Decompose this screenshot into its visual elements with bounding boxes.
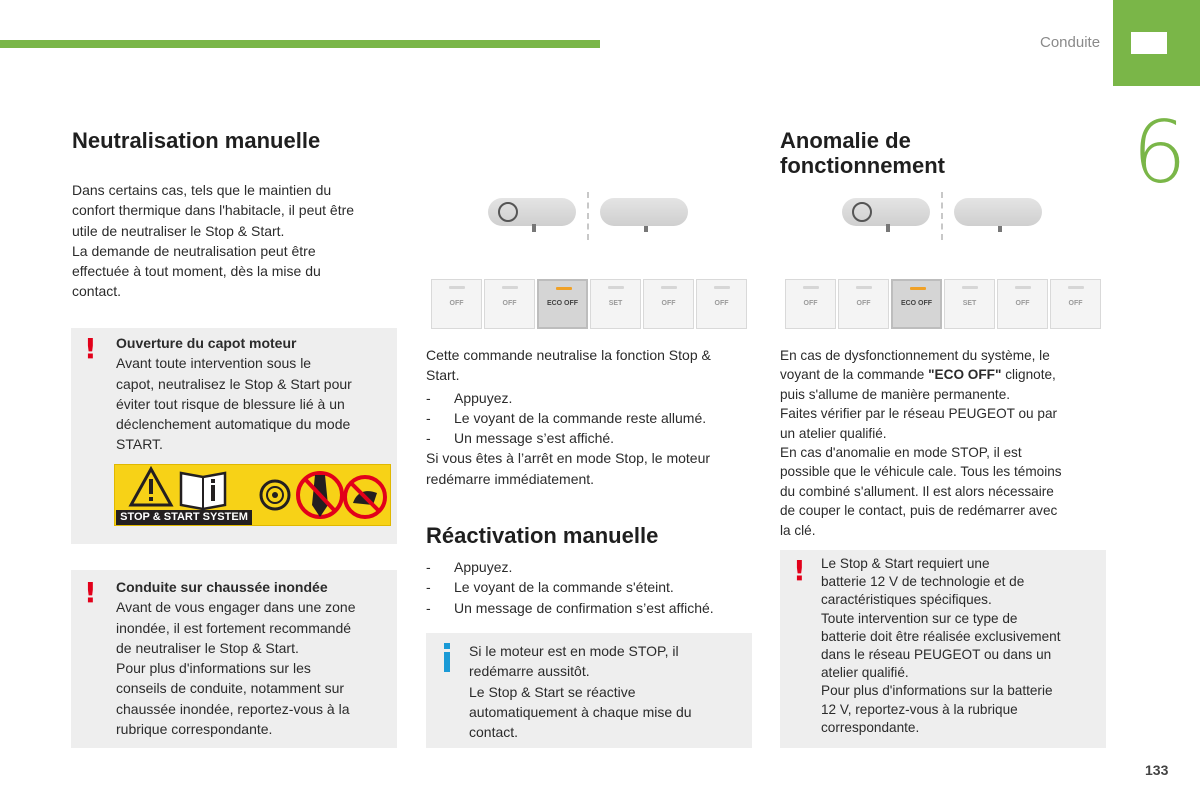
button-panel-right [785, 279, 1101, 329]
eco-off-label: "ECO OFF" [928, 367, 1002, 383]
text-line: Faites vérifier par le réseau PEUGEOT ou par [780, 406, 1058, 422]
text-line: START. [116, 436, 163, 453]
info-icon [444, 643, 450, 649]
text-span: voyant de la commande [780, 367, 929, 383]
text-line: éviter tout risque de blessure lié à un [116, 395, 345, 412]
text-line: chaussée inondée, reportez-vous à la [116, 700, 350, 717]
text-line: batterie 12 V de technologie et de [821, 574, 1025, 590]
text-line: rubrique correspondante. [116, 721, 273, 738]
info-box-reactivation [426, 633, 752, 748]
text-line: Si vous êtes à l’arrêt en mode Stop, le moteur [426, 450, 711, 467]
warning-title: Conduite sur chaussée inondée [116, 579, 328, 595]
text-line: Le Stop & Start se réactive [469, 683, 636, 700]
text-line: déclenchement automatique du mode [116, 416, 351, 433]
text-line: Start. [426, 367, 460, 384]
text-line: du combiné s'allument. Il est alors nécessaire [780, 483, 1054, 499]
warning-box-batterie [780, 550, 1106, 748]
hazard-triangle-icon [131, 469, 171, 505]
text-line: de neutraliser le Stop & Start. [116, 639, 299, 656]
text-line [780, 365, 1110, 384]
no-tie-icon [298, 473, 342, 517]
chapter-number: 6 [1132, 103, 1187, 203]
heading-line: fonctionnement [780, 153, 945, 178]
warning-icon: ! [84, 332, 97, 365]
esp-off-icon: OFF [838, 279, 889, 329]
tyre-pressure-set-icon: SET [590, 279, 641, 329]
heading-neutralisation-manuelle: Neutralisation manuelle [72, 128, 321, 153]
steering-wheel-right-illustration [954, 198, 1042, 226]
page-number: 133 [1145, 762, 1169, 778]
text-line: confort thermique dans l'habitacle, il peut être [72, 202, 355, 219]
warning-box-chaussee [71, 570, 397, 748]
text-line: Dans certains cas, tels que le maintien du [72, 182, 332, 198]
step-item: - Le voyant de la commande reste allumé. [426, 408, 752, 428]
read-manual-icon [181, 473, 225, 509]
text-line: Pour plus d'informations sur les [116, 660, 311, 677]
text-line: 12 V, reportez-vous à la rubrique [821, 701, 1018, 717]
text-line: effectuée à tout moment, dès la mise du [72, 263, 321, 280]
text-line: inondée, il est fortement recommandé [116, 619, 352, 636]
no-hand-icon [345, 477, 385, 517]
text-line: puis s'allume de manière permanente. [780, 386, 1011, 402]
button-panel-middle [431, 279, 747, 329]
diagram-separator [941, 192, 943, 240]
lane-departure-off-icon: OFF [696, 279, 747, 329]
fan-belt-icon [261, 481, 289, 509]
step-item: - Un message s’est affiché. [426, 428, 752, 448]
text-line: Cette commande neutralise la fonction Stop & [426, 347, 711, 363]
lane-departure-off-icon: OFF [1050, 279, 1101, 329]
text-line: correspondante. [821, 719, 920, 735]
reactivation-steps [426, 557, 752, 618]
warning-title: Ouverture du capot moteur [116, 335, 297, 351]
info-icon-stem [444, 652, 450, 672]
text-line: Le Stop & Start requiert une [821, 556, 990, 571]
anomalie-text [780, 346, 1110, 540]
text-line: possible que le véhicule cale. Tous les témoins [780, 464, 1062, 480]
stop-start-safety-sticker [114, 464, 391, 526]
warning-icon: ! [84, 576, 97, 609]
step-item: - Le voyant de la commande s'éteint. [426, 577, 752, 597]
sticker-label: STOP & START SYSTEM [116, 510, 252, 525]
text-line: Pour plus d'informations sur la batterie [821, 683, 1053, 699]
blind-spot-off-icon: OFF [997, 279, 1048, 329]
warning-batterie-text [821, 555, 1101, 737]
text-line: un atelier qualifié. [780, 425, 887, 441]
warning-chaussee-text [116, 577, 391, 739]
text-line: contact. [72, 283, 122, 300]
header-accent-bar [0, 40, 600, 48]
text-line: Avant de vous engager dans une zone [116, 599, 356, 616]
warning-capot-text [116, 333, 391, 455]
section-label: Conduite [1040, 34, 1101, 51]
text-span: clignote, [1001, 367, 1056, 383]
blind-spot-off-icon: OFF [643, 279, 694, 329]
text-line: La demande de neutralisation peut être [72, 242, 316, 259]
eco-off-button[interactable]: ECO OFF [537, 279, 588, 329]
text-line: capot, neutralisez le Stop & Start pour [116, 375, 352, 392]
warning-icon: ! [793, 554, 806, 587]
eco-off-button[interactable]: ECO OFF [891, 279, 942, 329]
park-assist-off-icon: OFF [785, 279, 836, 329]
heading-reactivation-manuelle: Réactivation manuelle [426, 523, 659, 548]
park-assist-off-icon: OFF [431, 279, 482, 329]
step-item: - Appuyez. [426, 557, 752, 577]
text-line: dans le réseau PEUGEOT ou dans un [821, 647, 1052, 663]
neutralisation-procedure [426, 345, 752, 489]
esp-off-icon: OFF [484, 279, 535, 329]
chapter-tab-marker [1131, 32, 1167, 54]
diagram-separator [587, 192, 589, 240]
step-item: - Un message de confirmation s’est affiché. [426, 598, 752, 618]
text-line: utile de neutraliser le Stop & Start. [72, 222, 285, 239]
text-line: redémarre immédiatement. [426, 470, 595, 487]
tyre-pressure-set-icon: SET [944, 279, 995, 329]
text-line: conseils de conduite, notamment sur [116, 680, 345, 697]
heading-anomalie [780, 128, 945, 178]
text-line: automatiquement à chaque mise du [469, 703, 692, 720]
text-line: Avant toute intervention sous le [116, 355, 312, 372]
text-line: redémarre aussitôt. [469, 663, 590, 680]
neutralisation-intro [72, 180, 392, 302]
info-text [469, 641, 749, 742]
steering-wheel-right-illustration [600, 198, 688, 226]
heading-line: Anomalie de [780, 128, 911, 153]
text-line: batterie doit être réalisée exclusivement [821, 628, 1061, 644]
text-line: atelier qualifié. [821, 665, 909, 681]
text-line: caractéristiques spécifiques. [821, 592, 992, 608]
text-line: Toute intervention sur ce type de [821, 610, 1018, 626]
text-line: contact. [469, 724, 519, 741]
text-line: Si le moteur est en mode STOP, il [469, 643, 679, 659]
text-line: En cas de dysfonctionnement du système, le [780, 348, 1050, 363]
step-item: - Appuyez. [426, 388, 752, 408]
text-line: En cas d'anomalie en mode STOP, il est [780, 445, 1022, 461]
text-line: de couper le contact, puis de redémarrer avec [780, 503, 1058, 519]
text-line: la clé. [780, 522, 816, 538]
